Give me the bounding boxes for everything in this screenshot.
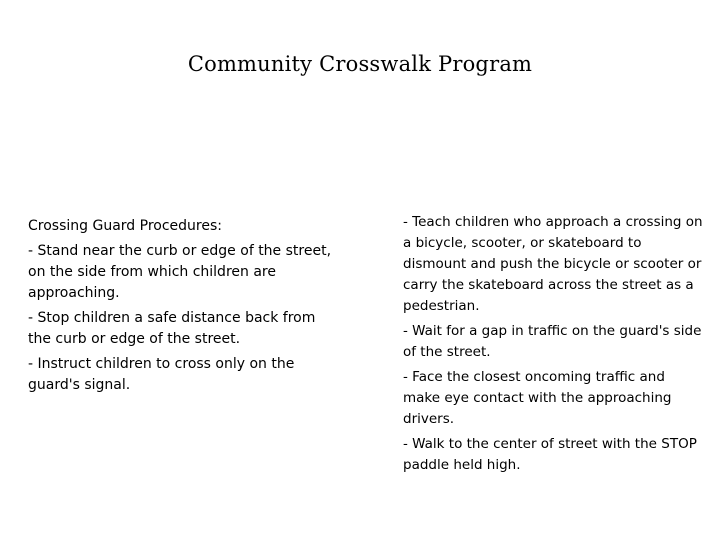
procedure-item: - Teach children who approach a crossing on a bicycle, scooter, or skateboard to dismount and push the bicycle or scooter or carry the skateboard across the street as a pedestrian. [403, 214, 703, 314]
procedure-item: - Stand near the curb or edge of the street, on the side from which children are approaching. [28, 243, 332, 301]
procedure-item: - Walk to the center of street with the STOP paddle held high. [403, 436, 697, 473]
right-text-column [403, 212, 703, 480]
procedure-item: - Instruct children to cross only on the guard's signal. [28, 356, 295, 393]
left-text-column [28, 216, 338, 400]
procedure-item: - Wait for a gap in traffic on the guard's side of the street. [403, 323, 702, 360]
procedure-item: - Stop children a safe distance back from the curb or edge of the street. [28, 310, 316, 347]
procedures-heading: Crossing Guard Procedures: [28, 218, 222, 234]
slide-title: Community Crosswalk Program [187, 52, 533, 76]
procedure-item: - Face the closest oncoming traffic and make eye contact with the approaching drivers. [403, 369, 672, 427]
